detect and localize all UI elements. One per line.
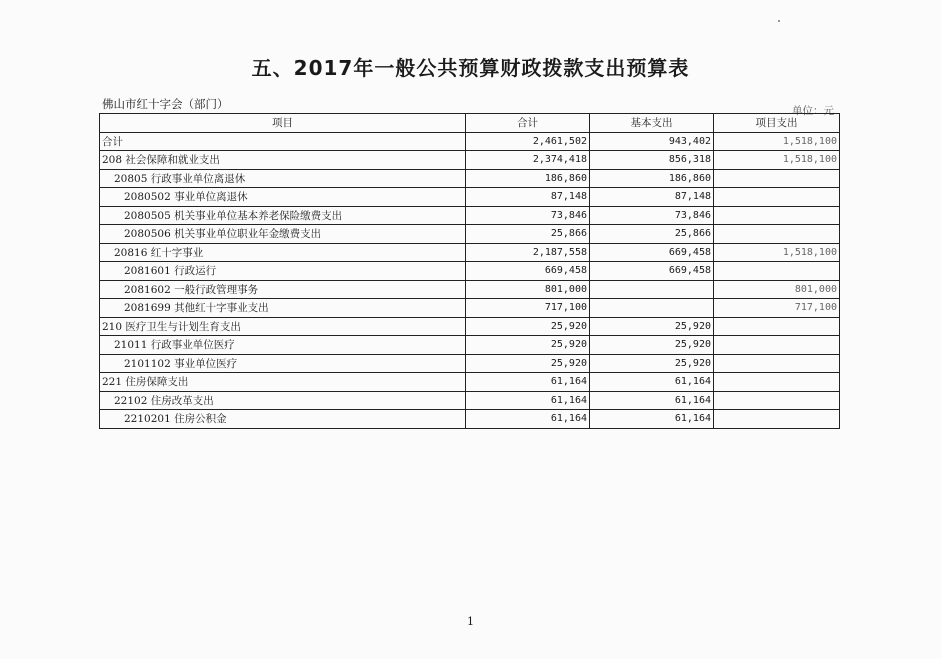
row-total: 25,866 [466, 225, 590, 244]
row-total: 73,846 [466, 206, 590, 225]
table-row [100, 373, 840, 392]
row-basic: 856,318 [590, 151, 714, 170]
page-number: 1 [467, 615, 474, 628]
table-row [100, 410, 840, 429]
row-basic: 669,458 [590, 243, 714, 262]
table-row [100, 188, 840, 207]
row-basic: 61,164 [590, 373, 714, 392]
table-row [100, 391, 840, 410]
table-row [100, 225, 840, 244]
row-basic: 25,866 [590, 225, 714, 244]
table-row [100, 299, 840, 318]
row-project: 1,518,100 [714, 132, 840, 151]
row-item-name: 2081699 其他红十字事业支出 [100, 299, 466, 318]
row-item-name: 210 医疗卫生与计划生育支出 [100, 317, 466, 336]
department-label: 佛山市红十字会（部门） [102, 97, 229, 111]
row-project [714, 336, 840, 355]
row-total: 25,920 [466, 317, 590, 336]
row-project [714, 206, 840, 225]
row-item-name: 20816 红十字事业 [100, 243, 466, 262]
row-basic: 61,164 [590, 391, 714, 410]
row-total: 717,100 [466, 299, 590, 318]
row-item-name: 208 社会保障和就业支出 [100, 151, 466, 170]
row-item-name: 2210201 住房公积金 [100, 410, 466, 429]
row-project [714, 410, 840, 429]
row-basic: 25,920 [590, 354, 714, 373]
header-total: 合计 [466, 114, 590, 133]
budget-table [99, 113, 840, 429]
row-basic: 61,164 [590, 410, 714, 429]
row-project [714, 354, 840, 373]
row-item-name: 2080502 事业单位离退休 [100, 188, 466, 207]
row-basic: 25,920 [590, 336, 714, 355]
row-item-name: 2080506 机关事业单位职业年金缴费支出 [100, 225, 466, 244]
row-basic [590, 280, 714, 299]
row-project: 717,100 [714, 299, 840, 318]
table-row [100, 280, 840, 299]
row-item-name: 2080505 机关事业单位基本养老保险缴费支出 [100, 206, 466, 225]
table-header-row [100, 114, 840, 133]
row-total: 61,164 [466, 373, 590, 392]
scan-speck [778, 20, 780, 22]
page-title: 五、2017年一般公共预算财政拨款支出预算表 [251, 56, 690, 80]
row-item-name: 2081601 行政运行 [100, 262, 466, 281]
table-row [100, 132, 840, 151]
table-row [100, 243, 840, 262]
row-basic: 186,860 [590, 169, 714, 188]
row-total: 87,148 [466, 188, 590, 207]
row-project [714, 391, 840, 410]
row-project [714, 317, 840, 336]
row-total: 186,860 [466, 169, 590, 188]
row-item-name: 221 住房保障支出 [100, 373, 466, 392]
row-project [714, 188, 840, 207]
row-project: 801,000 [714, 280, 840, 299]
unit-label: 单位：元 [792, 105, 834, 117]
row-project [714, 169, 840, 188]
row-total: 61,164 [466, 391, 590, 410]
header-project: 项目支出 [714, 114, 840, 133]
row-project: 1,518,100 [714, 151, 840, 170]
row-basic: 87,148 [590, 188, 714, 207]
row-project: 1,518,100 [714, 243, 840, 262]
row-item-name: 2081602 一般行政管理事务 [100, 280, 466, 299]
row-basic: 669,458 [590, 262, 714, 281]
table-row [100, 354, 840, 373]
row-item-name: 20805 行政事业单位离退休 [100, 169, 466, 188]
table-row [100, 151, 840, 170]
table-row [100, 262, 840, 281]
header-basic: 基本支出 [590, 114, 714, 133]
row-total: 2,374,418 [466, 151, 590, 170]
row-item-name: 合计 [100, 132, 466, 151]
row-project [714, 225, 840, 244]
table-row [100, 206, 840, 225]
header-item: 项目 [100, 114, 466, 133]
table-row [100, 317, 840, 336]
row-item-name: 21011 行政事业单位医疗 [100, 336, 466, 355]
row-basic: 73,846 [590, 206, 714, 225]
row-total: 61,164 [466, 410, 590, 429]
row-total: 25,920 [466, 354, 590, 373]
row-total: 25,920 [466, 336, 590, 355]
row-basic [590, 299, 714, 318]
row-project [714, 373, 840, 392]
row-item-name: 2101102 事业单位医疗 [100, 354, 466, 373]
table-row [100, 169, 840, 188]
row-total: 2,461,502 [466, 132, 590, 151]
table-row [100, 336, 840, 355]
row-project [714, 262, 840, 281]
row-basic: 25,920 [590, 317, 714, 336]
table-body [100, 132, 840, 428]
row-basic: 943,402 [590, 132, 714, 151]
row-total: 2,187,558 [466, 243, 590, 262]
row-total: 669,458 [466, 262, 590, 281]
row-total: 801,000 [466, 280, 590, 299]
row-item-name: 22102 住房改革支出 [100, 391, 466, 410]
